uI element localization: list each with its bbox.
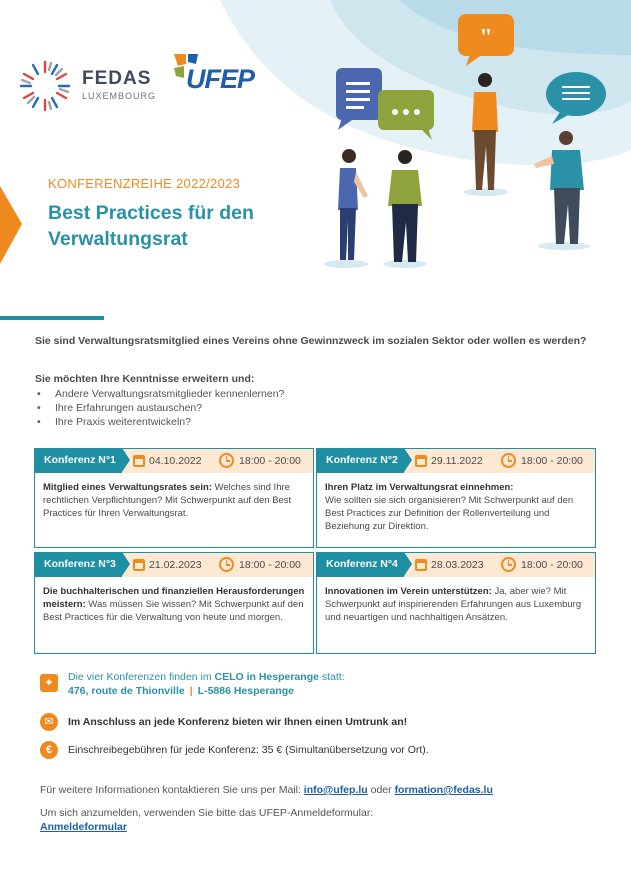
- conference-heading: Die buchhalterischen und finanziellen Herausforderungen meistern:: [43, 586, 305, 610]
- calendar-icon: [415, 559, 427, 571]
- list-item: • Andere Verwaltungsratsmitglieder kennenlernen?: [35, 387, 595, 401]
- hero-illustration: [0, 0, 631, 300]
- conference-date: 04.10.2022: [149, 455, 202, 467]
- person-illustration: [383, 150, 427, 268]
- conference-description: [325, 585, 591, 624]
- ufep-logo: [172, 52, 262, 102]
- conference-description: [43, 481, 309, 520]
- fee-text: Einschreibegebühren für jede Konferenz: 35 € (Simultanübersetzung vor Ort).: [68, 744, 429, 756]
- chat-icon: ✉: [40, 713, 58, 731]
- conference-text: Wie sollten sie sich organisieren? Mit Schwerpunkt auf den Best Practices zur Definition der Rollenverteilung und Beziehung zur Direktion.: [325, 495, 574, 532]
- orange-accent-triangle: [0, 186, 22, 264]
- series-label: KONFERENZREIHE 2022/2023: [48, 176, 241, 191]
- calendar-icon: [133, 559, 145, 571]
- ufep-logo-name: UFEP: [186, 64, 255, 94]
- conference-card-3: [34, 552, 314, 654]
- list-item: • Ihre Praxis weiterentwickeln?: [35, 415, 595, 429]
- address-city: L-5886 Hesperange: [197, 685, 294, 697]
- conference-time: 18:00 - 20:00: [521, 559, 583, 571]
- email-link-ufep[interactable]: info@ufep.lu: [303, 784, 368, 796]
- register-text: Um sich anzumelden, verwenden Sie bitte das UFEP-Anmeldeformular:: [40, 807, 374, 819]
- address-separator: |: [189, 685, 193, 697]
- conference-time: 18:00 - 20:00: [521, 455, 583, 467]
- intro-lead: Sie möchten Ihre Kenntnisse erweitern und:: [35, 373, 255, 385]
- intro-question: Sie sind Verwaltungsratsmitglied eines Vereins ohne Gewinnzweck im sozialen Sektor oder wollen es werden?: [35, 335, 587, 347]
- conference-date: 29.11.2022: [431, 455, 483, 467]
- intro-bullets: [35, 387, 595, 429]
- contact-text: Für weitere Informationen kontaktieren Sie uns per Mail:: [40, 784, 301, 796]
- conference-text: Welches sind Ihre rechtlichen Verpflichtungen? Mit Schwerpunkt auf den Best Practices für Ihren Verwaltungsrat.: [43, 482, 292, 519]
- register-line: [40, 806, 600, 834]
- conference-card-1: [34, 448, 314, 548]
- euro-icon: €: [40, 741, 58, 759]
- contact-or: oder: [370, 784, 392, 796]
- conference-date: 21.02.2023: [149, 559, 202, 571]
- conference-text: Was müssen Sie wissen? Mit Schwerpunkt auf den Best Practices für die Verwaltung von heute und morgen.: [43, 599, 304, 623]
- location-text: [68, 670, 588, 698]
- conference-card-4: [316, 552, 596, 654]
- email-link-fedas[interactable]: formation@fedas.lu: [394, 784, 493, 796]
- contact-line: [40, 784, 600, 796]
- clock-icon: [219, 557, 234, 572]
- conference-card-2: [316, 448, 596, 548]
- section-divider: [0, 316, 104, 320]
- conference-heading: Mitglied eines Verwaltungsrates sein:: [43, 482, 212, 493]
- conference-time: 18:00 - 20:00: [239, 559, 301, 571]
- calendar-icon: [415, 455, 427, 467]
- conference-heading: Ihren Platz im Verwaltungsrat einnehmen:: [325, 482, 514, 493]
- fedas-logo-subtitle: LUXEMBOURG: [82, 91, 157, 101]
- conference-description: [43, 585, 309, 624]
- location-pre: Die vier Konferenzen finden im: [68, 671, 212, 683]
- location-pin-icon: ⌖: [40, 674, 58, 692]
- conference-time: 18:00 - 20:00: [239, 455, 301, 467]
- fedas-logo: [16, 58, 161, 114]
- conference-date: 28.03.2023: [431, 559, 484, 571]
- location-post: statt:: [321, 671, 345, 683]
- calendar-icon: [133, 455, 145, 467]
- conference-text: Ja, aber wie? Mit Schwerpunkt auf inspirierenden Erfahrungen aus Luxemburg und neuartigen und nachhaltigen Ansätzen.: [325, 586, 582, 623]
- conference-label: Konferenz N°3: [34, 552, 122, 577]
- fedas-logo-name: FEDAS: [82, 68, 152, 89]
- conference-description: [325, 481, 591, 533]
- intro-list: [35, 372, 595, 429]
- conference-label: Konferenz N°1: [34, 448, 122, 473]
- conference-heading: Innovationen im Verein unterstützen:: [325, 586, 492, 597]
- clock-icon: [219, 453, 234, 468]
- svg-text:": ": [479, 25, 493, 51]
- person-illustration: [324, 149, 368, 268]
- register-form-link[interactable]: Anmeldeformular: [40, 821, 127, 833]
- conference-label: Konferenz N°4: [316, 552, 404, 577]
- location-venue: CELO in Hesperange: [214, 671, 319, 683]
- clock-icon: [501, 557, 516, 572]
- drink-text: Im Anschluss an jede Konferenz bieten wir Ihnen einen Umtrunk an!: [68, 716, 408, 728]
- page-title: Best Practices für den Verwaltungsrat: [48, 202, 254, 250]
- hero-banner: [0, 0, 631, 300]
- clock-icon: [501, 453, 516, 468]
- fedas-logo-mark: [16, 58, 74, 114]
- conference-label: Konferenz N°2: [316, 448, 404, 473]
- address-street: 476, route de Thionville: [68, 685, 185, 697]
- list-item: • Ihre Erfahrungen austauschen?: [35, 401, 595, 415]
